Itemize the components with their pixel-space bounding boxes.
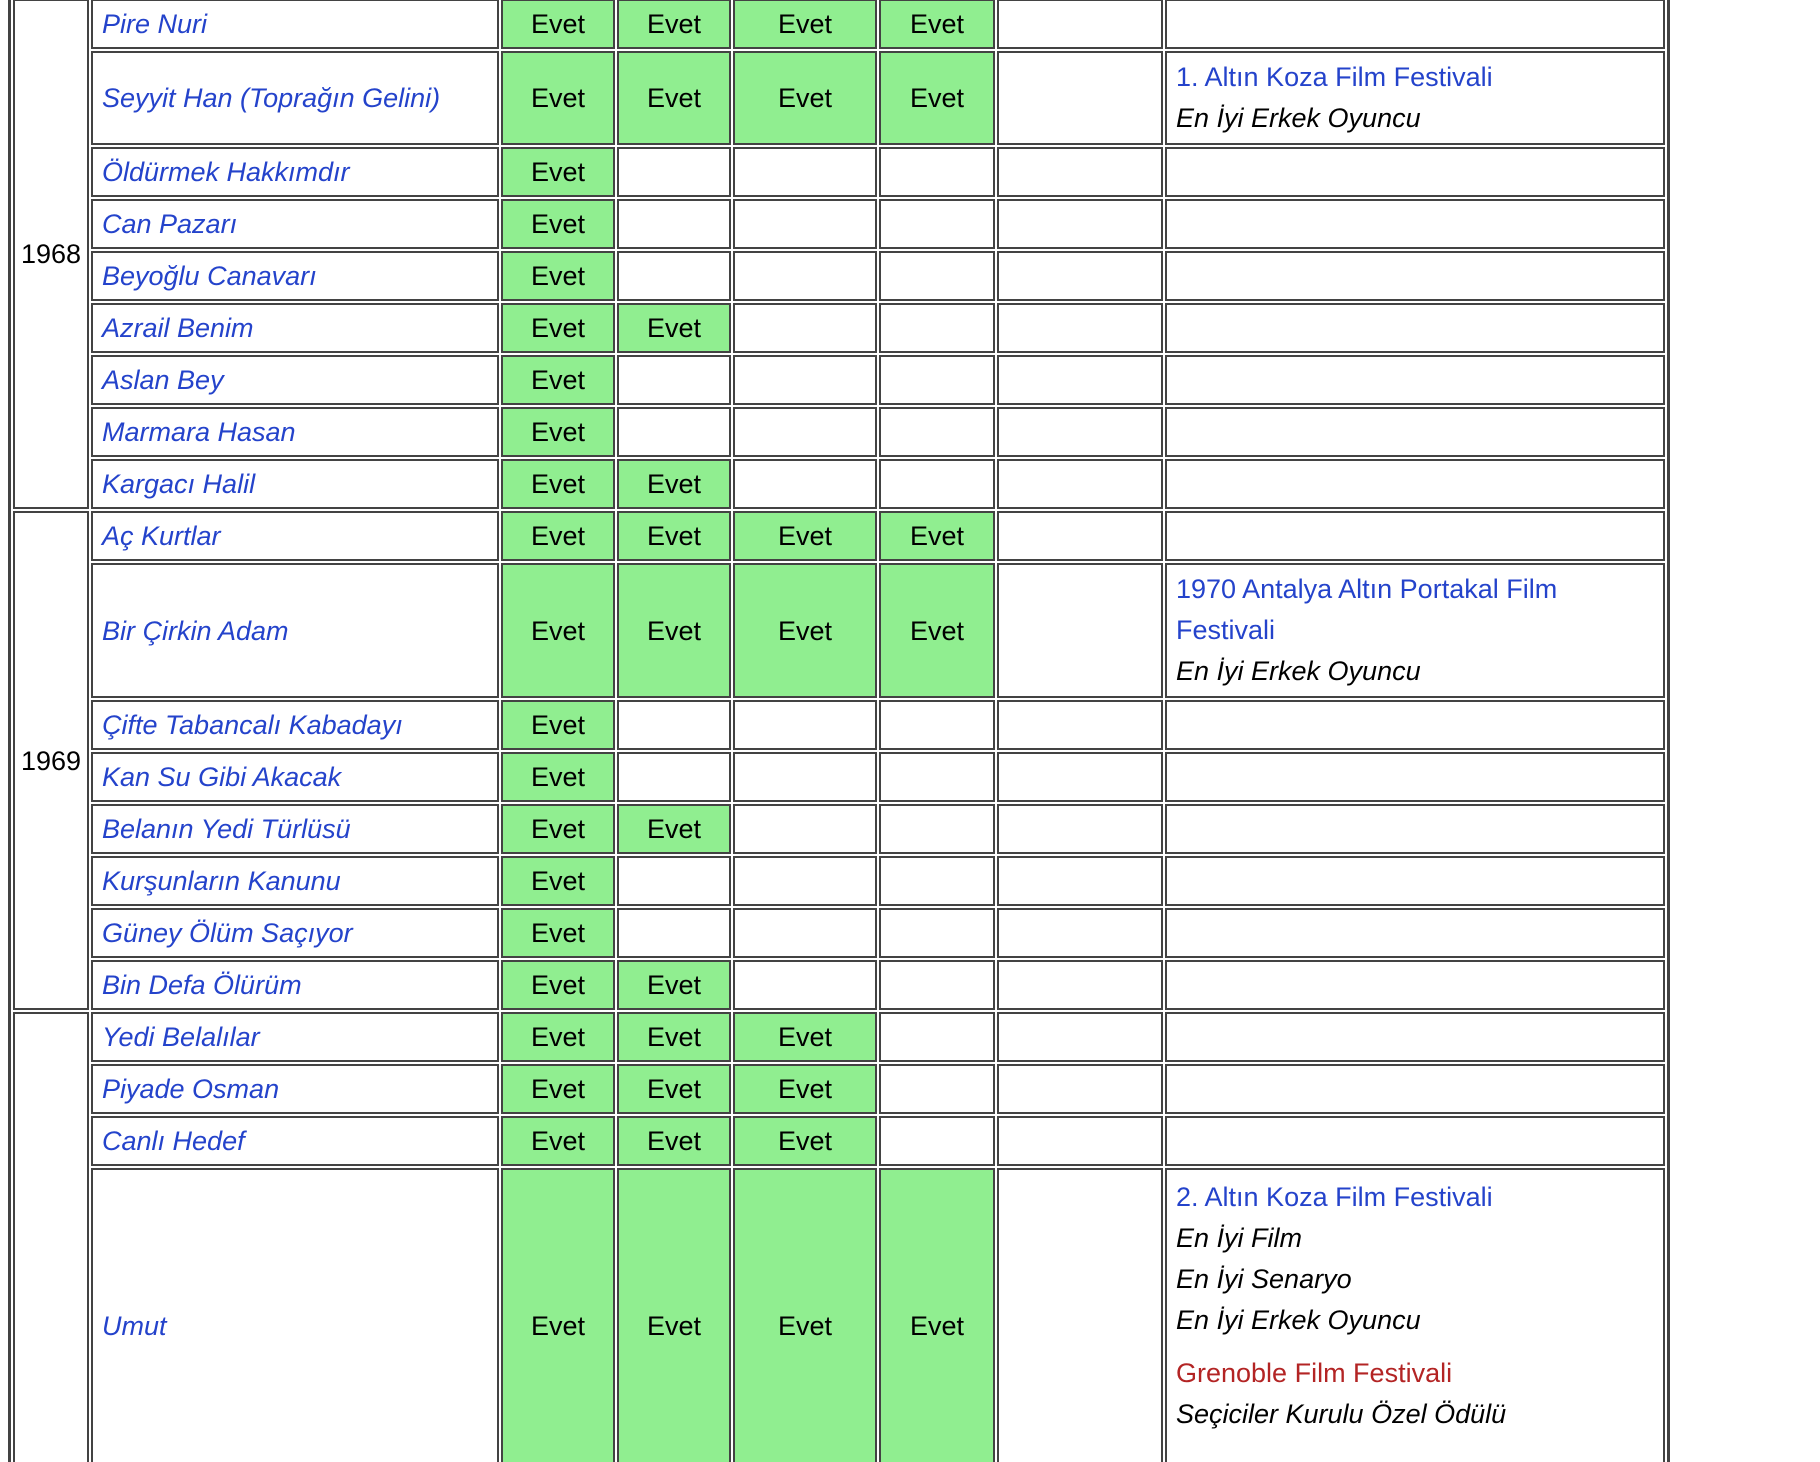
film-title-cell <box>91 511 499 561</box>
credit-cell: Evet <box>501 960 615 1010</box>
film-row <box>13 700 1665 750</box>
extra-cell <box>997 960 1163 1010</box>
film-title-cell <box>91 700 499 750</box>
notes-cell <box>1165 511 1665 561</box>
extra-cell <box>997 752 1163 802</box>
notes-block <box>1176 57 1654 139</box>
extra-cell <box>997 303 1163 353</box>
film-title-cell <box>91 804 499 854</box>
film-title-cell <box>91 51 499 145</box>
credit-cell: Evet <box>617 1168 731 1462</box>
credit-cell: Evet <box>501 856 615 906</box>
notes-cell <box>1165 1064 1665 1114</box>
award-line: En İyi Senaryo <box>1176 1264 1352 1294</box>
film-title-cell <box>91 355 499 405</box>
credit-cell <box>879 752 995 802</box>
credit-cell <box>733 199 877 249</box>
extra-cell <box>997 51 1163 145</box>
film-link[interactable]: Canlı Hedef <box>102 1126 245 1156</box>
credit-cell: Evet <box>617 0 731 49</box>
credit-cell: Evet <box>617 511 731 561</box>
credit-cell <box>879 856 995 906</box>
notes-cell <box>1165 251 1665 301</box>
film-row <box>13 355 1665 405</box>
film-row <box>13 1012 1665 1062</box>
film-row <box>13 908 1665 958</box>
film-link[interactable]: Aslan Bey <box>102 365 224 395</box>
film-row <box>13 51 1665 145</box>
credit-cell: Evet <box>501 459 615 509</box>
credit-cell <box>617 856 731 906</box>
extra-cell <box>997 251 1163 301</box>
notes-cell <box>1165 563 1665 698</box>
notes-cell <box>1165 199 1665 249</box>
credit-cell <box>733 303 877 353</box>
filmography-body <box>13 0 1665 1462</box>
credit-cell <box>879 407 995 457</box>
credit-cell <box>733 752 877 802</box>
extra-cell <box>997 0 1163 49</box>
credit-cell: Evet <box>733 511 877 561</box>
credit-cell <box>733 804 877 854</box>
film-title-cell <box>91 459 499 509</box>
film-title-cell <box>91 147 499 197</box>
credit-cell <box>617 752 731 802</box>
credit-cell: Evet <box>501 1168 615 1462</box>
credit-cell <box>879 804 995 854</box>
credit-cell: Evet <box>733 51 877 145</box>
festival-redlink[interactable]: Grenoble Film Festivali <box>1176 1358 1453 1388</box>
notes-cell <box>1165 51 1665 145</box>
award-line: En İyi Erkek Oyuncu <box>1176 1305 1421 1335</box>
notes-cell <box>1165 303 1665 353</box>
notes-cell <box>1165 147 1665 197</box>
notes-cell <box>1165 1168 1665 1462</box>
film-row <box>13 1064 1665 1114</box>
film-title-cell <box>91 251 499 301</box>
credit-cell: Evet <box>733 1168 877 1462</box>
credit-cell: Evet <box>617 960 731 1010</box>
extra-cell <box>997 804 1163 854</box>
credit-cell <box>879 700 995 750</box>
credit-cell: Evet <box>501 1064 615 1114</box>
credit-cell: Evet <box>501 1012 615 1062</box>
credit-cell: Evet <box>501 563 615 698</box>
extra-cell <box>997 1168 1163 1462</box>
film-title-cell <box>91 199 499 249</box>
film-row <box>13 856 1665 906</box>
film-link[interactable]: Çifte Tabancalı Kabadayı <box>102 710 403 740</box>
credit-cell <box>879 1116 995 1166</box>
credit-cell: Evet <box>501 700 615 750</box>
film-title-cell <box>91 960 499 1010</box>
credit-cell: Evet <box>501 199 615 249</box>
credit-cell <box>879 1012 995 1062</box>
extra-cell <box>997 199 1163 249</box>
notes-cell <box>1165 908 1665 958</box>
film-title-cell <box>91 1116 499 1166</box>
extra-cell <box>997 563 1163 698</box>
credit-cell: Evet <box>733 563 877 698</box>
credit-cell <box>879 147 995 197</box>
credit-cell <box>617 355 731 405</box>
film-link[interactable]: Kurşunların Kanunu <box>102 866 341 896</box>
credit-cell <box>879 908 995 958</box>
festival-link[interactable]: 1970 Antalya Altın Portakal Film Festivali <box>1176 574 1558 645</box>
film-title-cell <box>91 303 499 353</box>
credit-cell <box>879 1064 995 1114</box>
extra-cell <box>997 147 1163 197</box>
film-title-cell <box>91 0 499 49</box>
award-line: Seçiciler Kurulu Özel Ödülü <box>1176 1399 1507 1429</box>
film-link[interactable]: Belanın Yedi Türlüsü <box>102 814 351 844</box>
credit-cell <box>617 251 731 301</box>
film-link[interactable]: Piyade Osman <box>102 1074 280 1104</box>
credit-cell <box>879 251 995 301</box>
film-row <box>13 147 1665 197</box>
credit-cell: Evet <box>617 563 731 698</box>
credit-cell <box>733 355 877 405</box>
extra-cell <box>997 1116 1163 1166</box>
film-row <box>13 251 1665 301</box>
credit-cell <box>733 856 877 906</box>
notes-cell <box>1165 407 1665 457</box>
film-row <box>13 407 1665 457</box>
film-title-cell <box>91 908 499 958</box>
credit-cell: Evet <box>617 1064 731 1114</box>
year-cell: 1968 <box>13 0 89 509</box>
film-link[interactable]: Aç Kurtlar <box>102 521 221 551</box>
film-title-cell <box>91 752 499 802</box>
film-link[interactable]: Öldürmek Hakkımdır <box>102 157 350 187</box>
credit-cell: Evet <box>501 251 615 301</box>
filmography-table <box>8 0 1670 1462</box>
credit-cell: Evet <box>617 1012 731 1062</box>
credit-cell: Evet <box>733 1116 877 1166</box>
credit-cell <box>617 199 731 249</box>
credit-cell <box>733 700 877 750</box>
notes-cell <box>1165 1012 1665 1062</box>
film-link[interactable]: Bin Defa Ölürüm <box>102 970 302 1000</box>
film-row <box>13 1168 1665 1462</box>
extra-cell <box>997 459 1163 509</box>
film-link[interactable]: Yedi Belalılar <box>102 1022 260 1052</box>
credit-cell: Evet <box>733 1064 877 1114</box>
film-row <box>13 199 1665 249</box>
film-row <box>13 0 1665 49</box>
film-row <box>13 804 1665 854</box>
credit-cell: Evet <box>617 303 731 353</box>
credit-cell: Evet <box>501 355 615 405</box>
credit-cell: Evet <box>501 511 615 561</box>
extra-cell <box>997 856 1163 906</box>
credit-cell: Evet <box>501 752 615 802</box>
credit-cell <box>617 407 731 457</box>
credit-cell: Evet <box>501 303 615 353</box>
credit-cell <box>879 960 995 1010</box>
notes-cell <box>1165 752 1665 802</box>
credit-cell: Evet <box>501 147 615 197</box>
film-link[interactable]: Kargacı Halil <box>102 469 256 499</box>
credit-cell: Evet <box>501 908 615 958</box>
year-cell: 1969 <box>13 511 89 1010</box>
credit-cell: Evet <box>501 51 615 145</box>
film-title-cell <box>91 856 499 906</box>
film-link[interactable]: Seyyit Han (Toprağın Gelini) <box>102 83 441 113</box>
notes-cell <box>1165 0 1665 49</box>
festival-link[interactable]: 1. Altın Koza Film Festivali <box>1176 62 1493 92</box>
year-cell <box>13 1012 89 1462</box>
film-link[interactable]: Bir Çirkin Adam <box>102 615 289 646</box>
film-title-cell <box>91 1064 499 1114</box>
extra-cell <box>997 1064 1163 1114</box>
credit-cell <box>733 251 877 301</box>
extra-cell <box>997 1012 1163 1062</box>
film-row <box>13 511 1665 561</box>
credit-cell <box>879 459 995 509</box>
notes-cell <box>1165 960 1665 1010</box>
film-link[interactable]: Güney Ölüm Saçıyor <box>102 918 353 948</box>
credit-cell <box>733 459 877 509</box>
credit-cell: Evet <box>501 1116 615 1166</box>
credit-cell <box>617 700 731 750</box>
award-line: En İyi Film <box>1176 1223 1303 1253</box>
credit-cell <box>733 407 877 457</box>
credit-cell: Evet <box>501 0 615 49</box>
extra-cell <box>997 407 1163 457</box>
credit-cell: Evet <box>879 563 995 698</box>
film-link[interactable]: Can Pazarı <box>102 209 238 239</box>
notes-cell <box>1165 856 1665 906</box>
film-title-cell <box>91 1012 499 1062</box>
extra-cell <box>997 700 1163 750</box>
extra-cell <box>997 511 1163 561</box>
credit-cell: Evet <box>879 0 995 49</box>
extra-cell <box>997 908 1163 958</box>
credit-cell <box>617 147 731 197</box>
credit-cell: Evet <box>617 804 731 854</box>
credit-cell: Evet <box>879 511 995 561</box>
credit-cell: Evet <box>879 1168 995 1462</box>
notes-cell <box>1165 1116 1665 1166</box>
film-title-cell <box>91 407 499 457</box>
notes-block <box>1176 1177 1654 1341</box>
credit-cell: Evet <box>501 407 615 457</box>
credit-cell: Evet <box>617 459 731 509</box>
credit-cell: Evet <box>879 51 995 145</box>
award-line: En İyi Erkek Oyuncu <box>1176 103 1421 133</box>
extra-cell <box>997 355 1163 405</box>
credit-cell <box>879 199 995 249</box>
credit-cell <box>733 960 877 1010</box>
notes-cell <box>1165 700 1665 750</box>
credit-cell: Evet <box>617 51 731 145</box>
notes-cell <box>1165 355 1665 405</box>
award-line: En İyi Erkek Oyuncu <box>1176 656 1421 686</box>
film-row <box>13 563 1665 698</box>
film-row <box>13 1116 1665 1166</box>
film-title-cell <box>91 1168 499 1462</box>
credit-cell: Evet <box>733 0 877 49</box>
credit-cell: Evet <box>617 1116 731 1166</box>
film-title-cell <box>91 563 499 698</box>
film-link[interactable]: Azrail Benim <box>102 313 254 343</box>
credit-cell: Evet <box>501 804 615 854</box>
film-row <box>13 960 1665 1010</box>
film-row <box>13 459 1665 509</box>
notes-block <box>1176 569 1654 692</box>
credit-cell <box>733 147 877 197</box>
festival-link[interactable]: 2. Altın Koza Film Festivali <box>1176 1182 1493 1212</box>
notes-cell <box>1165 459 1665 509</box>
film-link[interactable]: Beyoğlu Canavarı <box>102 261 317 291</box>
credit-cell <box>879 355 995 405</box>
notes-block <box>1176 1353 1654 1435</box>
notes-cell <box>1165 804 1665 854</box>
film-link[interactable]: Kan Su Gibi Akacak <box>102 762 342 792</box>
film-link[interactable]: Pire Nuri <box>102 9 208 39</box>
film-row <box>13 303 1665 353</box>
credit-cell <box>733 908 877 958</box>
credit-cell: Evet <box>733 1012 877 1062</box>
film-link[interactable]: Marmara Hasan <box>102 417 296 447</box>
film-link[interactable]: Umut <box>102 1310 167 1341</box>
film-row <box>13 752 1665 802</box>
credit-cell <box>879 303 995 353</box>
credit-cell <box>617 908 731 958</box>
